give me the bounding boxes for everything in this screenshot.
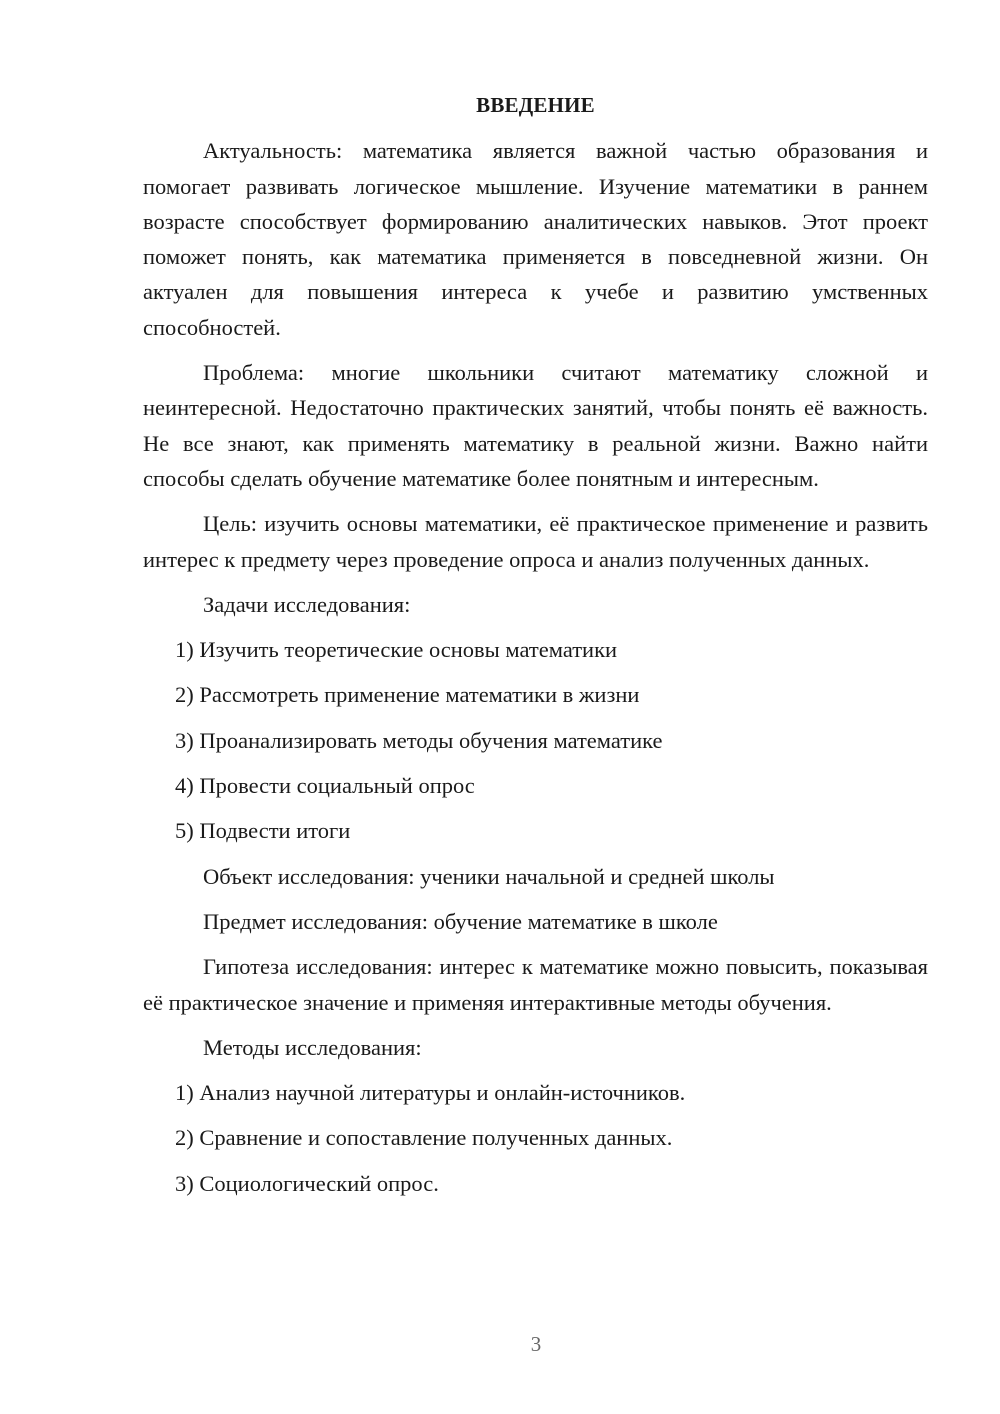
methods-heading: Методы исследования: (203, 1034, 422, 1060)
page-number: 3 (530, 1332, 542, 1356)
hypothesis-paragraph: Гипотеза исследования: интерес к математике можно повысить, показывая её практическое значение и применяя интерактивные методы обучения. (143, 954, 928, 1015)
problem-paragraph: Проблема: многие школьники считают математику сложной и неинтересной. Недостаточно практических занятий, чтобы понять её важность. Не все знают, как применять математику в реальной жизни. Важно найти способы сделать обучение математике более понятным и интересным. (143, 360, 928, 491)
method-item: 3) Социологический опрос. (175, 1170, 439, 1196)
page-title: ВВЕДЕНИЕ (476, 93, 595, 117)
method-item: 2) Сравнение и сопоставление полученных данных. (175, 1125, 673, 1151)
task-item: 5) Подвести итоги (175, 818, 351, 844)
research-object: Объект исследования: ученики начальной и средней школы (203, 863, 775, 889)
relevance-paragraph: Актуальность: математика является важной частью образования и помогает развивать логическое мышление. Изучение математики в раннем возрасте способствует формированию аналитических навыков. Этот проект поможет понять, как математика применяется в повседневной жизни. Он актуален для повышения интереса к учебе и развитию умственных способностей. (143, 138, 928, 340)
method-item: 1) Анализ научной литературы и онлайн-источников. (175, 1080, 686, 1106)
goal-paragraph: Цель: изучить основы математики, её практическое применение и развить интерес к предмету через проведение опроса и анализ полученных данных. (143, 511, 928, 572)
research-subject: Предмет исследования: обучение математике в школе (203, 908, 718, 934)
task-item: 2) Рассмотреть применение математики в жизни (175, 682, 640, 708)
task-item: 4) Провести социальный опрос (175, 773, 475, 799)
task-item: 1) Изучить теоретические основы математики (175, 637, 618, 663)
tasks-heading: Задачи исследования: (203, 591, 411, 617)
document-page (143, 88, 928, 1211)
task-item: 3) Проанализировать методы обучения математике (175, 727, 663, 753)
